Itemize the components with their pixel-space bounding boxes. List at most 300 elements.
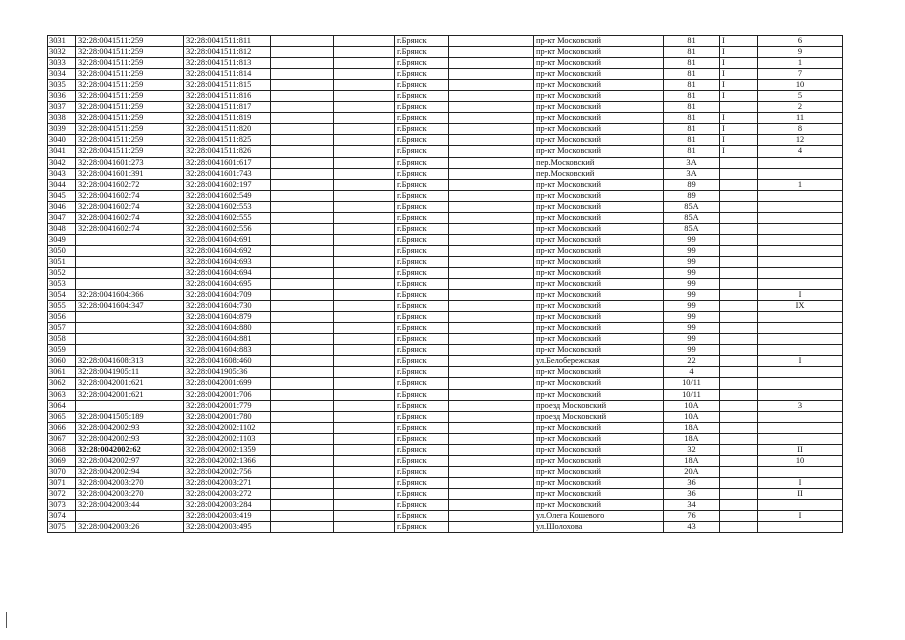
empty-cell [334,80,395,91]
building-number [720,301,758,312]
city: г.Брянск [395,312,449,323]
table-row [48,256,843,267]
empty-cell [334,411,395,422]
object-cadastral-number: 32:28:0041604:879 [184,312,271,323]
empty-cell [271,179,334,190]
city: г.Брянск [395,168,449,179]
street: пер.Московский [534,157,664,168]
building-number [720,190,758,201]
apartment-number: 11 [758,113,843,124]
table-row [48,58,843,69]
building-number [720,267,758,278]
building-number [720,477,758,488]
table-row [48,522,843,533]
empty-cell [449,290,534,301]
city: г.Брянск [395,422,449,433]
empty-cell [334,511,395,522]
object-cadastral-number: 32:28:0042002:1103 [184,433,271,444]
city: г.Брянск [395,444,449,455]
apartment-number [758,157,843,168]
table-row [48,47,843,58]
apartment-number [758,334,843,345]
street: пр-кт Московский [534,212,664,223]
row-number: 3071 [48,477,76,488]
house-number: 10/11 [664,389,720,400]
empty-cell [271,323,334,334]
house-number: 34 [664,499,720,510]
row-number: 3075 [48,522,76,533]
street: пр-кт Московский [534,91,664,102]
empty-cell [449,146,534,157]
object-cadastral-number: 32:28:0041602:197 [184,179,271,190]
empty-cell [334,444,395,455]
table-row [48,179,843,190]
apartment-number [758,190,843,201]
apartment-number [758,466,843,477]
apartment-number [758,433,843,444]
house-number: 36 [664,477,720,488]
table-row [48,157,843,168]
row-number: 3070 [48,466,76,477]
land-plot-cadastral-number: 32:28:0041602:74 [76,223,184,234]
apartment-number [758,223,843,234]
city: г.Брянск [395,466,449,477]
city: г.Брянск [395,47,449,58]
empty-cell [449,124,534,135]
apartment-number [758,522,843,533]
empty-cell [334,146,395,157]
table-row [48,80,843,91]
house-number: 20А [664,466,720,477]
object-cadastral-number: 32:28:0041604:881 [184,334,271,345]
apartment-number: I [758,356,843,367]
object-cadastral-number: 32:28:0042001:699 [184,378,271,389]
empty-cell [449,433,534,444]
object-cadastral-number: 32:28:0041602:549 [184,190,271,201]
row-number: 3041 [48,146,76,157]
object-cadastral-number: 32:28:0041604:709 [184,290,271,301]
empty-cell [334,201,395,212]
apartment-number: 3 [758,400,843,411]
empty-cell [271,422,334,433]
empty-cell [449,245,534,256]
object-cadastral-number: 32:28:0042001:706 [184,389,271,400]
empty-cell [271,256,334,267]
building-number [720,223,758,234]
land-plot-cadastral-number: 32:28:0042003:44 [76,499,184,510]
building-number [720,378,758,389]
empty-cell [271,522,334,533]
empty-cell [449,102,534,113]
empty-cell [334,102,395,113]
table-row [48,102,843,113]
apartment-number [758,245,843,256]
apartment-number: 1 [758,58,843,69]
empty-cell [334,58,395,69]
house-number: 81 [664,91,720,102]
apartment-number [758,168,843,179]
building-number [720,212,758,223]
city: г.Брянск [395,146,449,157]
land-plot-cadastral-number: 32:28:0041511:259 [76,135,184,146]
table-row [48,334,843,345]
street: пр-кт Московский [534,499,664,510]
building-number: I [720,80,758,91]
empty-cell [271,477,334,488]
empty-cell [449,455,534,466]
row-number: 3069 [48,455,76,466]
street: пр-кт Московский [534,378,664,389]
house-number: 99 [664,245,720,256]
house-number: 89 [664,179,720,190]
apartment-number [758,499,843,510]
object-cadastral-number: 32:28:0042003:495 [184,522,271,533]
building-number [720,466,758,477]
table-row [48,466,843,477]
apartment-number: 10 [758,80,843,91]
building-number [720,400,758,411]
empty-cell [334,245,395,256]
apartment-number [758,345,843,356]
table-row [48,312,843,323]
city: г.Брянск [395,256,449,267]
house-number: 81 [664,102,720,113]
house-number: 18А [664,422,720,433]
city: г.Брянск [395,477,449,488]
building-number [720,245,758,256]
building-number: I [720,36,758,47]
empty-cell [449,378,534,389]
table-row [48,422,843,433]
street: пр-кт Московский [534,36,664,47]
object-cadastral-number: 32:28:0041905:36 [184,367,271,378]
building-number [720,279,758,290]
city: г.Брянск [395,201,449,212]
street: проезд Московский [534,400,664,411]
table-row [48,234,843,245]
table-row [48,511,843,522]
object-cadastral-number: 32:28:0041602:556 [184,223,271,234]
land-plot-cadastral-number: 32:28:0041601:391 [76,168,184,179]
row-number: 3059 [48,345,76,356]
apartment-number: 12 [758,135,843,146]
apartment-number [758,256,843,267]
apartment-number [758,422,843,433]
table-row [48,433,843,444]
empty-cell [449,168,534,179]
row-number: 3040 [48,135,76,146]
street: пр-кт Московский [534,422,664,433]
empty-cell [449,267,534,278]
empty-cell [334,91,395,102]
empty-cell [449,499,534,510]
city: г.Брянск [395,234,449,245]
city: г.Брянск [395,301,449,312]
house-number: 99 [664,312,720,323]
object-cadastral-number: 32:28:0041604:694 [184,267,271,278]
empty-cell [334,279,395,290]
object-cadastral-number: 32:28:0041604:692 [184,245,271,256]
row-number: 3063 [48,389,76,400]
row-number: 3065 [48,411,76,422]
object-cadastral-number: 32:28:0041604:695 [184,279,271,290]
house-number: 32 [664,444,720,455]
street: пр-кт Московский [534,80,664,91]
document-page [47,35,842,533]
apartment-number [758,312,843,323]
building-number [720,334,758,345]
empty-cell [449,367,534,378]
object-cadastral-number: 32:28:0041511:826 [184,146,271,157]
empty-cell [334,400,395,411]
street: пр-кт Московский [534,279,664,290]
land-plot-cadastral-number: 32:28:0042002:93 [76,433,184,444]
house-number: 99 [664,234,720,245]
building-number [720,455,758,466]
row-number: 3035 [48,80,76,91]
empty-cell [449,356,534,367]
table-row [48,499,843,510]
city: г.Брянск [395,113,449,124]
city: г.Брянск [395,345,449,356]
house-number: 99 [664,301,720,312]
object-cadastral-number: 32:28:0042002:756 [184,466,271,477]
object-cadastral-number: 32:28:0042001:779 [184,400,271,411]
land-plot-cadastral-number: 32:28:0041601:273 [76,157,184,168]
apartment-number [758,234,843,245]
empty-cell [449,400,534,411]
empty-cell [449,323,534,334]
building-number [720,444,758,455]
empty-cell [334,389,395,400]
table-row [48,378,843,389]
empty-cell [334,69,395,80]
empty-cell [334,422,395,433]
table-row [48,444,843,455]
apartment-number [758,279,843,290]
object-cadastral-number: 32:28:0042003:272 [184,488,271,499]
empty-cell [334,179,395,190]
row-number: 3066 [48,422,76,433]
building-number [720,433,758,444]
house-number: 99 [664,279,720,290]
city: г.Брянск [395,389,449,400]
object-cadastral-number: 32:28:0041511:812 [184,47,271,58]
land-plot-cadastral-number: 32:28:0041604:347 [76,301,184,312]
empty-cell [334,488,395,499]
empty-cell [334,433,395,444]
land-plot-cadastral-number: 32:28:0041604:366 [76,290,184,301]
row-number: 3039 [48,124,76,135]
apartment-number [758,367,843,378]
city: г.Брянск [395,499,449,510]
object-cadastral-number: 32:28:0041601:617 [184,157,271,168]
empty-cell [334,168,395,179]
empty-cell [334,455,395,466]
city: г.Брянск [395,190,449,201]
row-number: 3031 [48,36,76,47]
object-cadastral-number: 32:28:0041511:815 [184,80,271,91]
street: пр-кт Московский [534,267,664,278]
building-number: I [720,47,758,58]
empty-cell [271,102,334,113]
object-cadastral-number: 32:28:0041511:816 [184,91,271,102]
empty-cell [271,455,334,466]
empty-cell [271,69,334,80]
apartment-number: I [758,511,843,522]
house-number: 36 [664,488,720,499]
building-number [720,411,758,422]
object-cadastral-number: 32:28:0042001:780 [184,411,271,422]
city: г.Брянск [395,290,449,301]
empty-cell [271,334,334,345]
house-number: 81 [664,80,720,91]
row-number: 3064 [48,400,76,411]
empty-cell [271,245,334,256]
city: г.Брянск [395,279,449,290]
land-plot-cadastral-number: 32:28:0042002:97 [76,455,184,466]
empty-cell [334,477,395,488]
empty-cell [271,389,334,400]
city: г.Брянск [395,36,449,47]
building-number: I [720,69,758,80]
house-number: 18А [664,455,720,466]
object-cadastral-number: 32:28:0041511:820 [184,124,271,135]
object-cadastral-number: 32:28:0041608:460 [184,356,271,367]
land-plot-cadastral-number [76,400,184,411]
empty-cell [271,378,334,389]
street: пр-кт Московский [534,47,664,58]
city: г.Брянск [395,245,449,256]
object-cadastral-number: 32:28:0041602:553 [184,201,271,212]
object-cadastral-number: 32:28:0041511:817 [184,102,271,113]
house-number: 43 [664,522,720,533]
scan-margin-mark [6,612,7,628]
street: ул.Белобережская [534,356,664,367]
empty-cell [271,157,334,168]
object-cadastral-number: 32:28:0042002:1359 [184,444,271,455]
street: пр-кт Московский [534,135,664,146]
empty-cell [449,113,534,124]
apartment-number [758,378,843,389]
street: пр-кт Московский [534,312,664,323]
house-number: 10А [664,411,720,422]
street: пр-кт Московский [534,146,664,157]
empty-cell [449,422,534,433]
table-row [48,190,843,201]
street: пр-кт Московский [534,113,664,124]
house-number: 81 [664,36,720,47]
empty-cell [271,113,334,124]
table-row [48,477,843,488]
empty-cell [334,267,395,278]
building-number [720,356,758,367]
row-number: 3067 [48,433,76,444]
empty-cell [271,356,334,367]
land-plot-cadastral-number: 32:28:0042003:26 [76,522,184,533]
city: г.Брянск [395,367,449,378]
empty-cell [271,124,334,135]
row-number: 3049 [48,234,76,245]
table-row [48,488,843,499]
table-row [48,290,843,301]
empty-cell [271,190,334,201]
row-number: 3061 [48,367,76,378]
house-number: 10/11 [664,378,720,389]
apartment-number: II [758,444,843,455]
empty-cell [449,511,534,522]
street: пр-кт Московский [534,301,664,312]
empty-cell [334,466,395,477]
city: г.Брянск [395,455,449,466]
row-number: 3032 [48,47,76,58]
land-plot-cadastral-number: 32:28:0041511:259 [76,91,184,102]
row-number: 3053 [48,279,76,290]
empty-cell [449,36,534,47]
empty-cell [334,499,395,510]
row-number: 3046 [48,201,76,212]
table-row [48,245,843,256]
empty-cell [449,411,534,422]
row-number: 3055 [48,301,76,312]
empty-cell [449,201,534,212]
house-number: 81 [664,135,720,146]
empty-cell [271,367,334,378]
table-row [48,135,843,146]
row-number: 3048 [48,223,76,234]
house-number: 81 [664,47,720,58]
house-number: 99 [664,267,720,278]
land-plot-cadastral-number: 32:28:0041511:259 [76,47,184,58]
row-number: 3074 [48,511,76,522]
empty-cell [334,47,395,58]
apartment-number [758,201,843,212]
table-row [48,146,843,157]
empty-cell [271,499,334,510]
empty-cell [271,36,334,47]
empty-cell [271,411,334,422]
building-number: I [720,135,758,146]
street: пр-кт Московский [534,58,664,69]
object-cadastral-number: 32:28:0041604:693 [184,256,271,267]
object-cadastral-number: 32:28:0041604:880 [184,323,271,334]
apartment-number [758,267,843,278]
land-plot-cadastral-number: 32:28:0042003:270 [76,477,184,488]
building-number [720,234,758,245]
street: пр-кт Московский [534,290,664,301]
land-plot-cadastral-number: 32:28:0041511:259 [76,102,184,113]
street: пр-кт Московский [534,466,664,477]
apartment-number: 6 [758,36,843,47]
empty-cell [271,444,334,455]
building-number [720,157,758,168]
street: ул.Шолохова [534,522,664,533]
empty-cell [271,290,334,301]
land-plot-cadastral-number [76,245,184,256]
land-plot-cadastral-number [76,267,184,278]
land-plot-cadastral-number: 32:28:0041511:259 [76,124,184,135]
table-row [48,389,843,400]
house-number: 99 [664,345,720,356]
empty-cell [271,201,334,212]
empty-cell [449,157,534,168]
table-row [48,36,843,47]
house-number: 4 [664,367,720,378]
city: г.Брянск [395,378,449,389]
table-row [48,323,843,334]
house-number: 81 [664,69,720,80]
empty-cell [271,279,334,290]
